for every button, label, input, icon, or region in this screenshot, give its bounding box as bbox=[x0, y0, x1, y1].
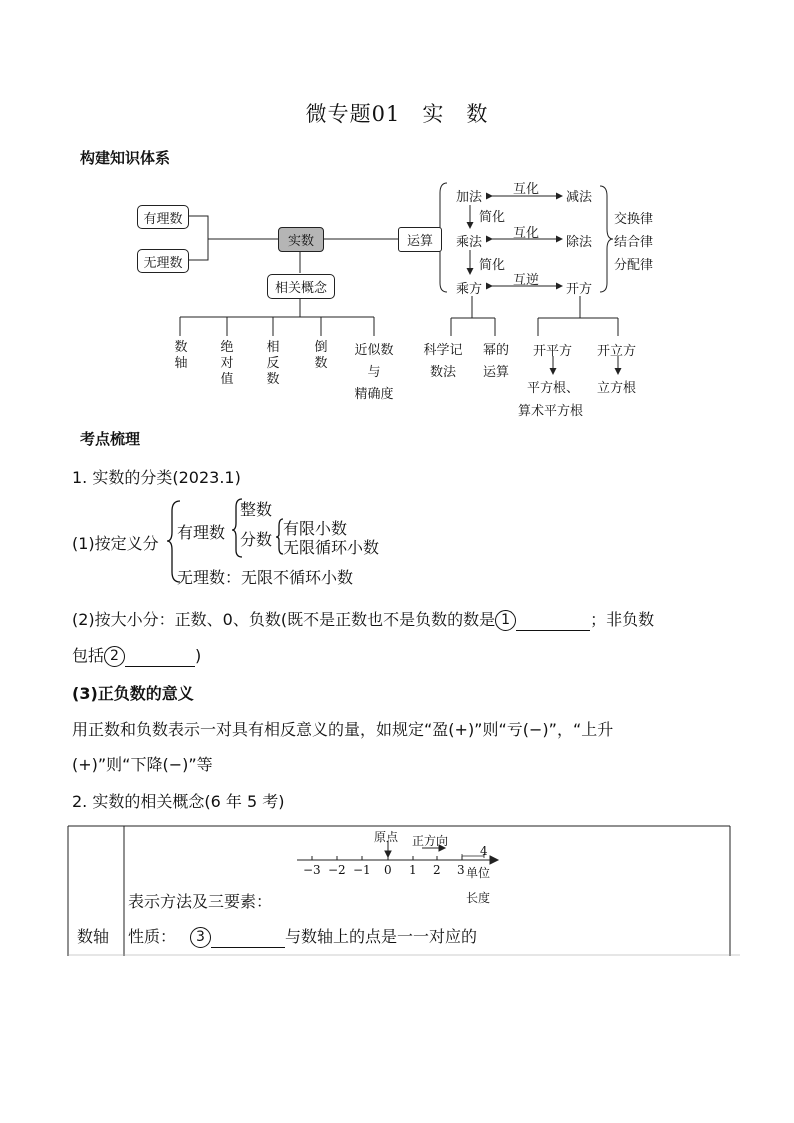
answer-circle-2: 2 bbox=[104, 646, 125, 667]
classify-finite-decimal: 有限小数 bbox=[283, 519, 348, 538]
tick-label-neg3: −3 bbox=[303, 863, 321, 877]
classify-by-definition: (1)按定义分 bbox=[72, 534, 159, 553]
para-meaning-line2: (+)”则“下降(−)”等 bbox=[72, 755, 213, 774]
para-meaning-title: (3)正负数的意义 bbox=[72, 684, 194, 703]
tick-label-2: 2 bbox=[433, 863, 441, 877]
op-sub: 减法 bbox=[566, 190, 593, 205]
law-distributive: 分配律 bbox=[614, 258, 654, 273]
concept-absolute-value: 绝 对 值 bbox=[220, 340, 234, 387]
irrational-number-box: 无理数 bbox=[137, 249, 189, 273]
root-square-result-1: 平方根、 bbox=[527, 381, 580, 396]
op-div: 除法 bbox=[566, 235, 593, 250]
concept-reciprocal: 倒 数 bbox=[314, 340, 328, 371]
law-associative: 结合律 bbox=[614, 235, 654, 250]
representation-label: 表示方法及三要素： bbox=[128, 892, 273, 911]
answer-circle-1: 1 bbox=[495, 610, 516, 631]
concept-opposite-number: 相 反 数 bbox=[266, 340, 280, 387]
concept-number-line: 数 轴 bbox=[174, 340, 188, 371]
op-pow: 乘方 bbox=[456, 282, 483, 297]
pow-scientific-notation: 科学记 数法 bbox=[423, 343, 463, 380]
related-concepts-box: 相关概念 bbox=[267, 274, 335, 299]
classify-repeating-decimal: 无限循环小数 bbox=[283, 538, 380, 557]
tick-label-0: 0 bbox=[384, 863, 392, 877]
classify-fraction: 分数 bbox=[240, 530, 273, 549]
label-simplify-1: 简化 bbox=[479, 210, 506, 225]
unit-length-label-1: 单位 bbox=[466, 866, 491, 880]
label-simplify-2: 简化 bbox=[479, 258, 506, 273]
para-meaning-line1: 用正数和负数表示一对具有相反意义的量，如规定“盈(+)”则“亏(−)”，“上升 bbox=[72, 720, 614, 739]
op-mul: 乘法 bbox=[456, 235, 483, 250]
root-cube: 开立方 bbox=[597, 344, 637, 359]
page-title: 微专题01 实 数 bbox=[305, 102, 489, 126]
pow-exponent-ops: 幂的 运算 bbox=[482, 343, 509, 380]
para-by-size-line1: (2)按大小分：正数、0、负数(既不是正数也不是负数的数是 1 ；非负数 bbox=[72, 610, 655, 629]
op-root: 开方 bbox=[566, 282, 593, 297]
unit-length-label-2: 长度 bbox=[466, 891, 491, 905]
root-square-result-2: 算术平方根 bbox=[518, 404, 584, 419]
classify-irrational: 无理数：无限不循环小数 bbox=[177, 568, 354, 587]
property-line: 性质： 3 与数轴上的点是一一对应的 bbox=[128, 927, 478, 946]
positive-direction-label: 正方向 bbox=[412, 834, 449, 848]
label-mutual-2: 互化 bbox=[513, 226, 540, 241]
label-inverse: 互逆 bbox=[513, 273, 540, 288]
para-by-size-line2: 包括 2 ) bbox=[72, 646, 202, 665]
tick-label-neg2: −2 bbox=[328, 863, 346, 877]
concept-approximation: 近似数 与 精确度 bbox=[354, 343, 394, 402]
law-commutative: 交换律 bbox=[614, 212, 654, 227]
classify-rational: 有理数 bbox=[177, 523, 226, 542]
rational-number-box: 有理数 bbox=[137, 205, 189, 229]
item2-title: 2. 实数的相关概念(6 年 5 考) bbox=[72, 792, 285, 811]
root-cube-result: 立方根 bbox=[597, 381, 637, 396]
section-heading-knowledge: 构建知识体系 bbox=[80, 149, 171, 167]
answer-circle-3: 3 bbox=[190, 927, 211, 948]
item1-title: 1. 实数的分类(2023.1) bbox=[72, 468, 241, 487]
unit-length-number: 4 bbox=[480, 844, 488, 858]
answer-blank-3[interactable] bbox=[211, 929, 285, 948]
operations-box: 运算 bbox=[398, 227, 442, 252]
classify-integer: 整数 bbox=[240, 500, 273, 519]
root-square: 开平方 bbox=[533, 344, 573, 359]
tick-label-1: 1 bbox=[409, 863, 417, 877]
op-add: 加法 bbox=[456, 190, 483, 205]
tick-label-neg1: −1 bbox=[353, 863, 371, 877]
tick-label-3: 3 bbox=[457, 863, 465, 877]
section-heading-points: 考点梳理 bbox=[80, 430, 141, 448]
real-number-box: 实数 bbox=[278, 227, 324, 252]
table-row-header-number-line: 数轴 bbox=[77, 927, 110, 946]
origin-label: 原点 bbox=[374, 830, 399, 844]
label-mutual-1: 互化 bbox=[513, 182, 540, 197]
